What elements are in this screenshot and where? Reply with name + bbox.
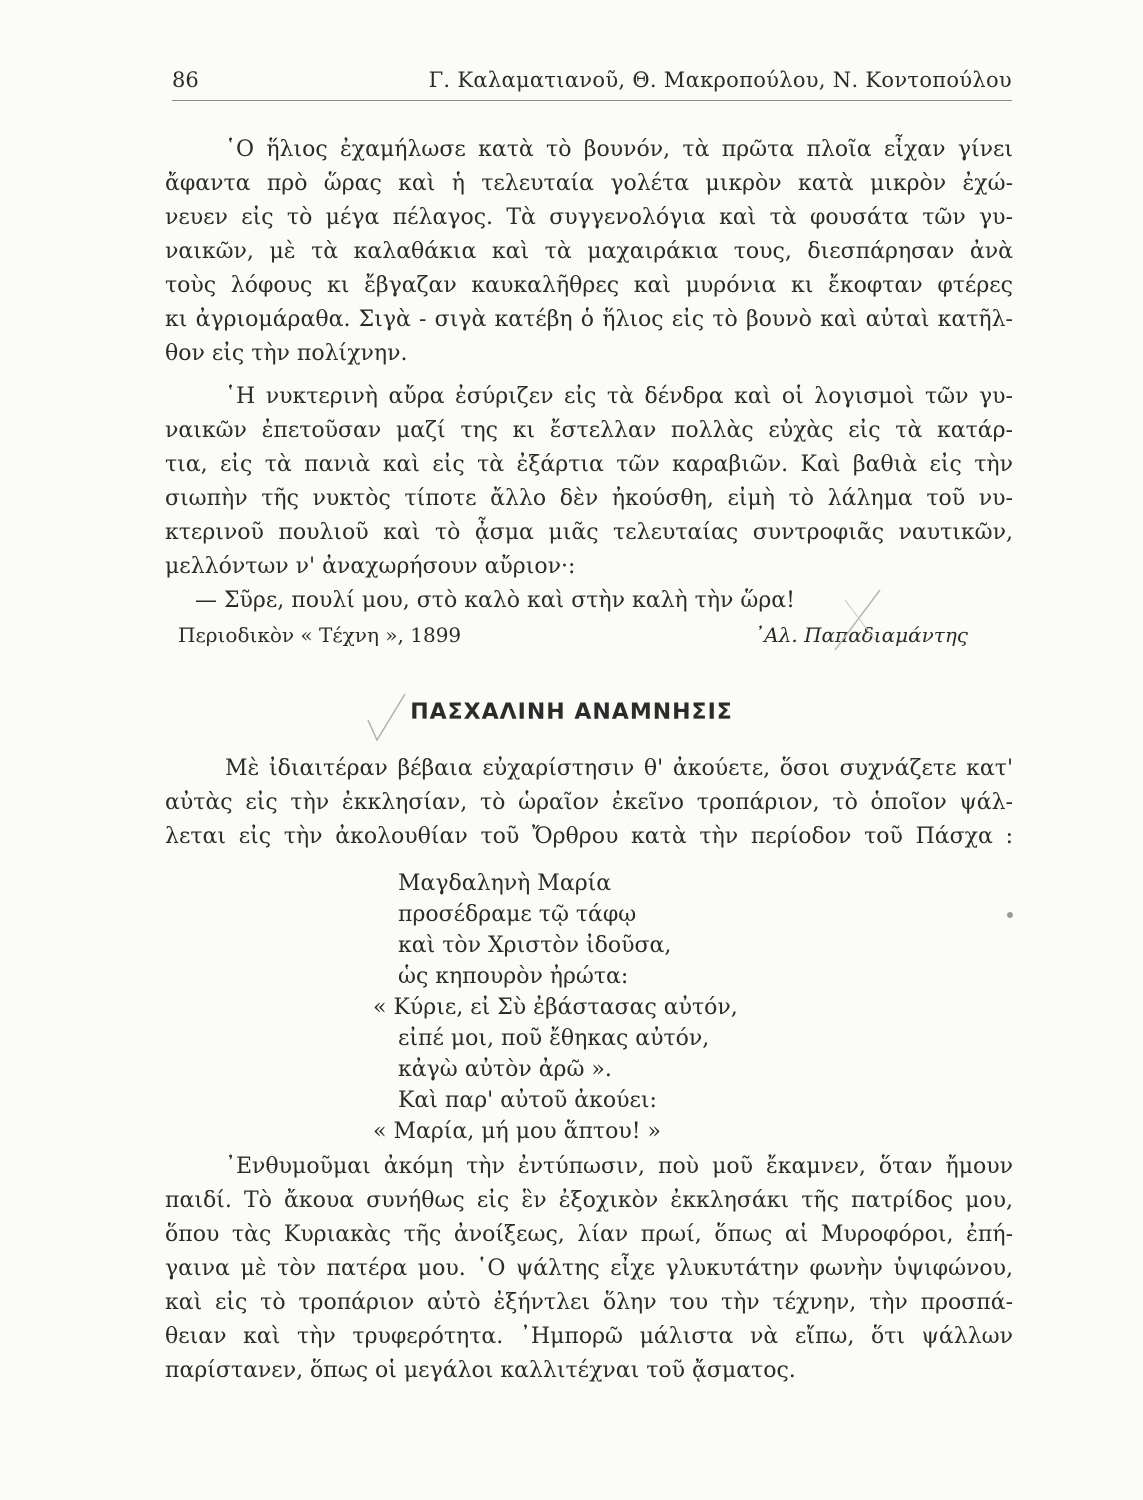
verse-line: καὶ τὸν Χριστὸν ἰδοῦσα, <box>398 933 672 958</box>
text-line: σιωπὴν τῆς νυκτὸς τίποτε ἄλλο δὲν ἠκούσθη, εἰμὴ τὸ λάλημα τοῦ νυ- <box>165 486 1013 511</box>
page-header <box>172 68 1012 101</box>
text-line: ῾Η νυκτερινὴ αὔρα ἐσύριζεν εἰς τὰ δένδρα καὶ οἱ λογισμοὶ τῶν γυ- <box>225 384 1013 409</box>
text-line: θον εἰς τὴν πολίχνην. <box>165 341 408 366</box>
text-line: Μὲ ἰδιαιτέραν βέβαια εὐχαρίστησιν θ' ἀκούετε, ὅσοι συχνάζετε κατ' <box>225 756 1013 781</box>
verse-line: Καὶ παρ' αὐτοῦ ἀκούει: <box>398 1088 657 1113</box>
verse-line: Μαγδαληνὴ Μαρία <box>398 871 612 896</box>
text-line: ῾Ο ἥλιος ἐχαμήλωσε κατὰ τὸ βουνόν, τὰ πρῶτα πλοῖα εἶχαν γίνει <box>225 137 1013 162</box>
ink-dot <box>1000 905 1020 925</box>
text-line: ἄφαντα πρὸ ὥρας καὶ ἡ τελευταία γολέτα μικρὸν κατὰ μικρὸν ἐχώ- <box>165 171 1013 196</box>
paragraph-memory <box>165 1150 1013 1388</box>
text-line: ναικῶν ἐπετοῦσαν μαζί της κι ἔστελλαν πολλὰς εὐχὰς εἰς τὰ κατάρ- <box>165 418 1013 443</box>
text-line: τια, εἰς τὰ πανιὰ καὶ εἰς τὰ ἐξάρτια τῶν καραβιῶν. Καὶ βαθιὰ εἰς τὴν <box>165 452 1013 477</box>
paragraph-intro <box>165 752 1013 854</box>
verse-line: « Μαρία, μή μου ἅπτου! » <box>373 1119 662 1144</box>
text-line: νευεν εἰς τὸ μέγα πέλαγος. Τὰ συγγενολόγια καὶ τὰ φουσάτα τῶν γυ- <box>165 205 1013 230</box>
text-line: κι ἀγριομάραθα. Σιγὰ - σιγὰ κατέβη ὁ ἥλιος εἰς τὸ βουνὸ καὶ αὐταὶ κατῆλ- <box>165 307 1013 332</box>
section-title: ΠΑΣΧΑΛΙΝΗ ΑΝΑΜΝΗΣΙΣ <box>410 700 733 725</box>
verse-line: εἰπέ μοι, ποῦ ἔθηκας αὐτόν, <box>398 1026 710 1051</box>
running-head: Γ. Καλαματιανοῦ, Θ. Μακροπούλου, Ν. Κοντοπούλου <box>428 68 1012 92</box>
source-citation: Περιοδικὸν « Τέχνη », 1899 <box>178 623 462 647</box>
text-line: λεται εἰς τὴν ἀκολουθίαν τοῦ Ὄρθρου κατὰ τὴν περίοδον τοῦ Πάσχα : <box>165 824 1013 849</box>
text-line: παρίστανεν, ὅπως οἱ μεγάλοι καλλιτέχναι τοῦ ᾄσματος. <box>165 1358 796 1383</box>
text-line: καὶ εἰς τὸ τροπάριον αὐτὸ ἐξήντλει ὅλην του τὴν τέχνην, τὴν προσπά- <box>165 1290 1013 1315</box>
verse-line: ὡς κηπουρὸν ἠρώτα: <box>398 964 629 989</box>
paragraph-sunset <box>165 133 1013 371</box>
text-line: ναικῶν, μὲ τὰ καλαθάκια καὶ τὰ μαχαιράκια τους, διεσπάρησαν ἀνὰ <box>165 239 1013 264</box>
text-line: τοὺς λόφους κι ἔβγαζαν καυκαλῆθρες καὶ μυρόνια κι ἔκοφταν φτέρες <box>165 273 1013 298</box>
verse-line: « Κύριε, εἰ Σὺ ἐβάστασας αὐτόν, <box>373 995 738 1020</box>
text-line: μελλόντων ν' ἀναχωρήσουν αὔριον·: <box>165 554 576 579</box>
verse-line: προσέδραμε τῷ τάφῳ <box>398 902 637 927</box>
text-line: ᾿Ενθυμοῦμαι ἀκόμη τὴν ἐντύπωσιν, ποὺ μοῦ ἔκαμνεν, ὅταν ἤμουν <box>225 1154 1013 1179</box>
text-line: ὅπου τὰς Κυριακὰς τῆς ἀνοίξεως, λίαν πρωί, ὅπως αἱ Μυροφόροι, ἐπή- <box>165 1222 1013 1247</box>
verse-line: κἀγὼ αὐτὸν ἀρῶ ». <box>398 1057 612 1082</box>
pencil-check-mark <box>365 690 410 750</box>
author-signature: ᾿Αλ. Παπαδιαμάντης <box>754 623 968 647</box>
pencil-cross-mark <box>830 580 890 660</box>
hymn-verse <box>373 868 918 1147</box>
page-number: 86 <box>172 68 199 92</box>
text-line: παιδί. Τὸ ἄκουα συνήθως εἰς ἓν ἐξοχικὸν ἐκκλησάκι τῆς πατρίδος μου, <box>165 1188 1013 1213</box>
text-line: θειαν καὶ τὴν τρυφερότητα. ᾿Ημπορῶ μάλιστα νὰ εἴπω, ὅτι ψάλλων <box>165 1324 1013 1349</box>
text-line: κτερινοῦ πουλιοῦ καὶ τὸ ᾆσμα μιᾶς τελευταίας συντροφιᾶς ναυτικῶν, <box>165 520 1013 545</box>
text-line: γαινα μὲ τὸν πατέρα μου. ῾Ο ψάλτης εἶχε γλυκυτάτην φωνὴν ὑψιφώνου, <box>165 1256 1013 1281</box>
dialogue-line: — Σῦρε, πουλί μου, στὸ καλὸ καὶ στὴν καλὴ τὴν ὥρα! <box>195 588 795 613</box>
text-line: αὐτὰς εἰς τὴν ἐκκλησίαν, τὸ ὡραῖον ἐκεῖνο τροπάριον, τὸ ὁποῖον ψάλ- <box>165 790 1013 815</box>
